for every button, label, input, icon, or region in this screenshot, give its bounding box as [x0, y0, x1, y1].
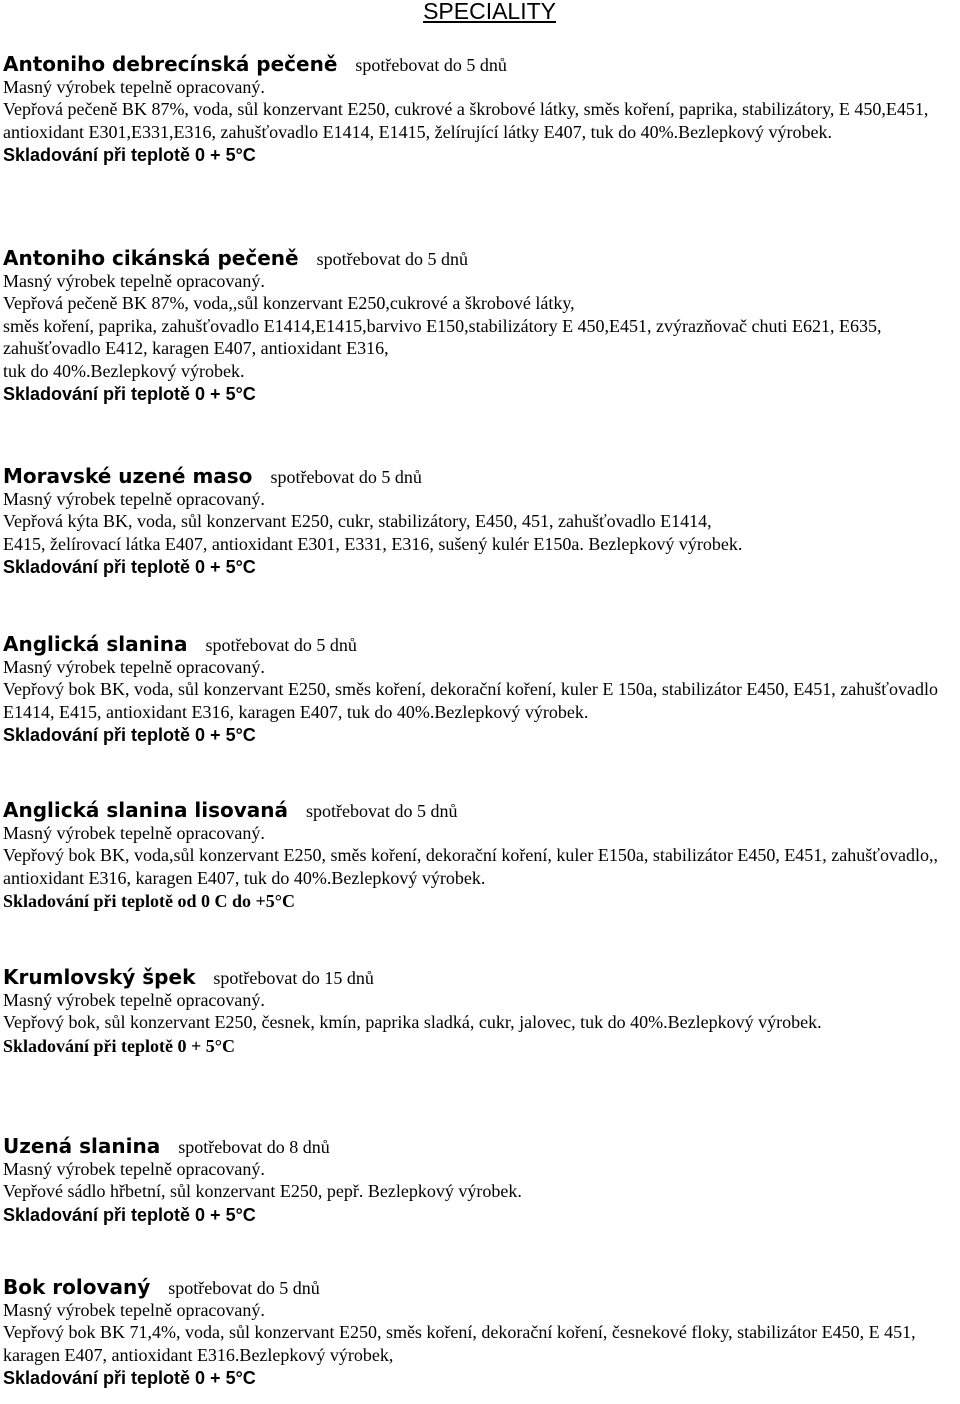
- product-composition: Vepřové sádlo hřbetní, sůl konzervant E250, pepř. Bezlepkový výrobek.: [3, 1181, 522, 1201]
- product-storage: Skladování při teplotě 0 + 5°C: [3, 725, 256, 745]
- product-name: Antoniho cikánská pečeně: [3, 246, 299, 270]
- product-subtitle: Masný výrobek tepelně opracovaný.: [3, 489, 265, 509]
- product-composition: Vepřová pečeně BK 87%, voda,,sůl konzervant E250,cukrové a škrobové látky, směs koření, paprika, zahušťovadlo E1414,E1415,barvivo E150,stabilizátory E 450,E451, zvýrazňovač chuti E621, E635, zahušťovadlo E412, karagen E407, antioxidant E316, tuk do 40%.Bezlepkový výrobek.: [3, 293, 882, 381]
- product-name: Anglická slanina lisovaná: [3, 798, 289, 822]
- product-storage: Skladování při teplotě 0 + 5°C: [3, 557, 256, 577]
- product-storage: Skladování při teplotě 0 + 5°C: [3, 145, 256, 165]
- product-subtitle: Masný výrobek tepelně opracovaný.: [3, 1159, 265, 1179]
- product-expiry: spotřebovat do 5 dnů: [168, 1278, 320, 1298]
- product-entry: [3, 1275, 958, 1390]
- product-composition: Vepřový bok BK 71,4%, voda, sůl konzervant E250, směs koření, dekorační koření, česnekové floky, stabilizátor E450, E 451, karagen E407, antioxidant E316.Bezlepkový výrobek,: [3, 1322, 916, 1365]
- product-composition: Vepřová kýta BK, voda, sůl konzervant E250, cukr, stabilizátory, E450, 451, zahušťovadlo E1414, E415, želírovací látka E407, antioxidant E301, E331, E316, sušený kulér E150a. Bezlepkový výrobek.: [3, 511, 743, 554]
- product-name: Antoniho debrecínská pečeně: [3, 52, 338, 76]
- product-composition: Vepřová pečeně BK 87%, voda, sůl konzervant E250, cukrové a škrobové látky, směs koření, paprika, stabilizátory, E 450,E451, antioxidant E301,E331,E316, zahušťovadlo E1414, E1415, želírující látky E407, tuk do 40%.Bezlepkový výrobek.: [3, 99, 929, 142]
- product-composition: Vepřový bok BK, voda,sůl konzervant E250, směs koření, dekorační koření, kuler E150a, stabilizátor E450, E451, zahušťovadlo,, antioxidant E316, karagen E407, tuk do 40%.Bezlepkový výrobek.: [3, 845, 938, 888]
- product-storage: Skladování při teplotě 0 + 5°C: [3, 1368, 256, 1388]
- product-expiry: spotřebovat do 15 dnů: [213, 968, 374, 988]
- product-expiry: spotřebovat do 5 dnů: [205, 635, 357, 655]
- product-entry: [3, 632, 958, 747]
- product-subtitle: Masný výrobek tepelně opracovaný.: [3, 77, 265, 97]
- product-name: Moravské uzené maso: [3, 464, 253, 488]
- product-composition: Vepřový bok, sůl konzervant E250, česnek, kmín, paprika sladká, cukr, jalovec, tuk do 40%.Bezlepkový výrobek.: [3, 1012, 822, 1032]
- product-subtitle: Masný výrobek tepelně opracovaný.: [3, 657, 265, 677]
- product-entry: [3, 464, 958, 579]
- product-storage: Skladování při teplotě od 0 C do +5°C: [3, 891, 295, 911]
- product-expiry: spotřebovat do 5 dnů: [316, 249, 469, 269]
- product-name: Anglická slanina: [3, 632, 188, 656]
- product-storage: Skladování při teplotě 0 + 5°C: [3, 1204, 256, 1225]
- page-title: SPECIALITY: [423, 0, 556, 24]
- product-entry: [3, 246, 958, 406]
- product-composition: Vepřový bok BK, voda, sůl konzervant E250, směs koření, dekorační koření, kuler E 150a, stabilizátor E450, E451, zahušťovadlo E1414, E415, antioxidant E316, karagen E407, tuk do 40%.Bezlepkový výrobek.: [3, 679, 938, 722]
- product-expiry: spotřebovat do 8 dnů: [178, 1137, 330, 1157]
- product-entry: [3, 965, 958, 1058]
- product-subtitle: Masný výrobek tepelně opracovaný.: [3, 1300, 265, 1320]
- product-entry: [3, 1134, 958, 1227]
- product-name: Uzená slanina: [3, 1134, 161, 1158]
- product-entry: [3, 798, 958, 913]
- product-subtitle: Masný výrobek tepelně opracovaný.: [3, 823, 265, 843]
- product-expiry: spotřebovat do 5 dnů: [270, 467, 422, 487]
- product-entry: [3, 52, 958, 167]
- product-storage: Skladování při teplotě 0 + 5°C: [3, 1035, 235, 1056]
- product-subtitle: Masný výrobek tepelně opracovaný.: [3, 990, 265, 1010]
- product-subtitle: Masný výrobek tepelně opracovaný.: [3, 271, 265, 291]
- product-expiry: spotřebovat do 5 dnů: [355, 55, 507, 75]
- product-expiry: spotřebovat do 5 dnů: [306, 801, 458, 821]
- product-storage: Skladování při teplotě 0 + 5°C: [3, 384, 256, 404]
- product-name: Bok rolovaný: [3, 1275, 151, 1299]
- product-name: Krumlovský špek: [3, 965, 196, 989]
